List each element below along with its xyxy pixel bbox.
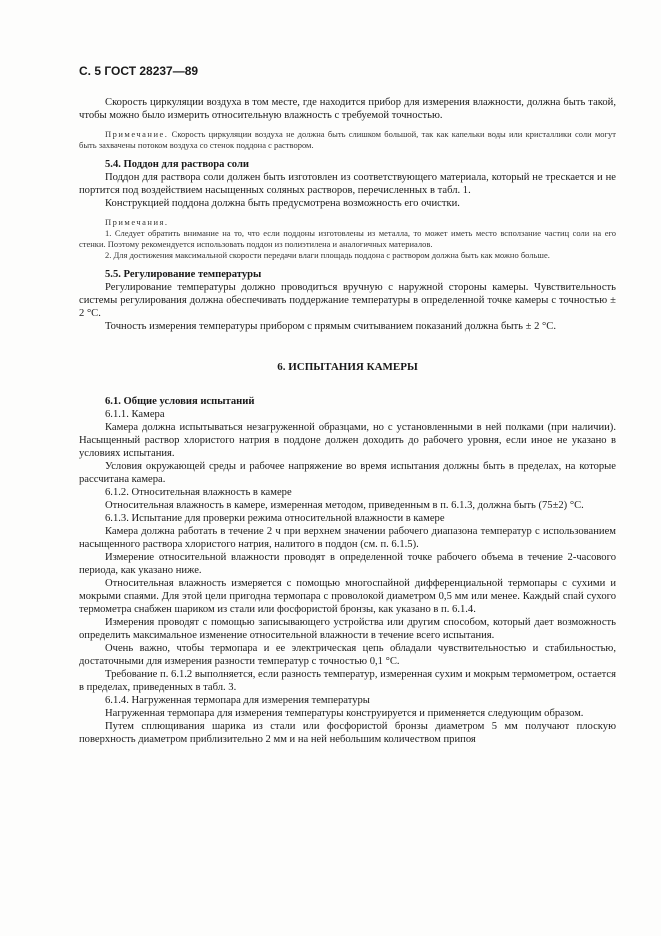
note-paragraph: 2. Для достижения максимальной скорости передачи влаги площадь поддона с раствором должна быть как можно больше.: [105, 250, 550, 260]
paragraph: Регулирование температуры должно проводиться вручную с наружной стороны камеры. Чувствительность системы регулирования должна обеспечивать поддержание температуры в определенной точке камеры с точностью ± 2 °С.: [79, 282, 616, 319]
page-header: С. 5 ГОСТ 28237—89: [79, 64, 199, 78]
paragraph: Поддон для раствора соли должен быть изготовлен из соответствующего материала, который не трескается и не портится под воздействием насыщенных соляных растворов, перечисленных в табл. 1.: [79, 172, 616, 196]
section-heading: 5.4. Поддон для раствора соли: [105, 159, 250, 170]
note-text: Скорость циркуляции воздуха не должна быть слишком большой, так как капельки воды или кристаллики соли могут быть захвачены потоком воздуха со стенок поддона с раствором.: [79, 129, 616, 150]
paragraph: Относительная влажность измеряется с помощью многоспайной дифференциальной термопары с сухими и мокрыми спаями. Для этой цели пригодна термопара с проволокой диаметром 0,5 мм или менее. Каждый спай сухого термометра снабжен шариком из стали или фосфористой бронзы, как указано в п. 6.1.4.: [79, 578, 616, 615]
section-heading: 5.5. Регулирование температуры: [105, 269, 262, 280]
paragraph: Измерение относительной влажности проводят в определенной точке рабочего объема в течение 2-часового периода, как указано ниже.: [79, 552, 616, 576]
paragraph: Очень важно, чтобы термопара и ее электрическая цепь обладали чувствительностью и стабильностью, достаточными для измерения разности температур с точностью 0,1 °С.: [79, 643, 616, 667]
paragraph: Нагруженная термопара для измерения температуры конструируется и применяется следующим образом.: [105, 708, 584, 719]
chapter-heading: 6. ИСПЫТАНИЯ КАМЕРЫ: [277, 361, 418, 373]
document-body: [79, 96, 616, 746]
note-paragraph: 1. Следует обратить внимание на то, что если поддоны изготовлены из металла, то может иметь место всползание частиц соли на его стенки. Поэтому рекомендуется использовать поддон из полиэтилена и аналогичных материалов.: [79, 228, 616, 249]
paragraph: Условия окружающей среды и рабочее напряжение во время испытания должны быть в пределах, на которые рассчитана камера.: [79, 461, 616, 485]
paragraph: Скорость циркуляции воздуха в том месте, где находится прибор для измерения влажности, должна быть такой, чтобы можно было измерить относительную влажность с требуемой точностью.: [79, 97, 616, 121]
paragraph: Путем сплющивания шарика из стали или фосфористой бронзы диаметром 5 мм получают плоскую поверхность диаметром приблизительно 2 мм и на ней небольшим количеством припоя: [79, 721, 616, 745]
subsection-title: 6.1.1. Камера: [105, 409, 165, 420]
paragraph: Точность измерения температуры прибором с прямым считыванием показаний должна быть ± 2 °С.: [105, 321, 556, 332]
paragraph: Требование п. 6.1.2 выполняется, если разность температур, измеренная сухим и мокрым термометром, остается в пределах, приведенных в табл. 3.: [79, 669, 616, 693]
paragraph: Относительная влажность в камере, измеренная методом, приведенным в п. 6.1.3, должна быть (75±2) °С.: [105, 500, 584, 511]
paragraph: Камера должна испытываться незагруженной образцами, но с установленными в ней полками (при наличии). Насыщенный раствор хлористого натрия в поддоне должен доходить до рабочего уровня, если иное не указано в условиях испытания.: [79, 422, 616, 459]
subsection-title: 6.1.2. Относительная влажность в камере: [105, 487, 292, 498]
section-heading: 6.1. Общие условия испытаний: [105, 396, 255, 407]
subsection-title: 6.1.4. Нагруженная термопара для измерения температуры: [105, 695, 370, 706]
paragraph: Измерения проводят с помощью записывающего устройства или другим способом, который дает возможность определить максимальное изменение относительной влажности в течение всего испытания.: [79, 617, 616, 641]
subsection-title: 6.1.3. Испытание для проверки режима относительной влажности в камере: [105, 513, 445, 524]
note-lead: Примечание.: [105, 129, 169, 139]
paragraph: Конструкцией поддона должна быть предусмотрена возможность его очистки.: [105, 198, 460, 209]
paragraph: Камера должна работать в течение 2 ч при верхнем значении рабочего диапазона температур с использованием насыщенного раствора хлористого натрия, налитого в поддон (см. п. 6.1.5).: [79, 526, 616, 550]
notes-heading: Примечания.: [105, 217, 169, 227]
note-paragraph: [79, 129, 616, 151]
